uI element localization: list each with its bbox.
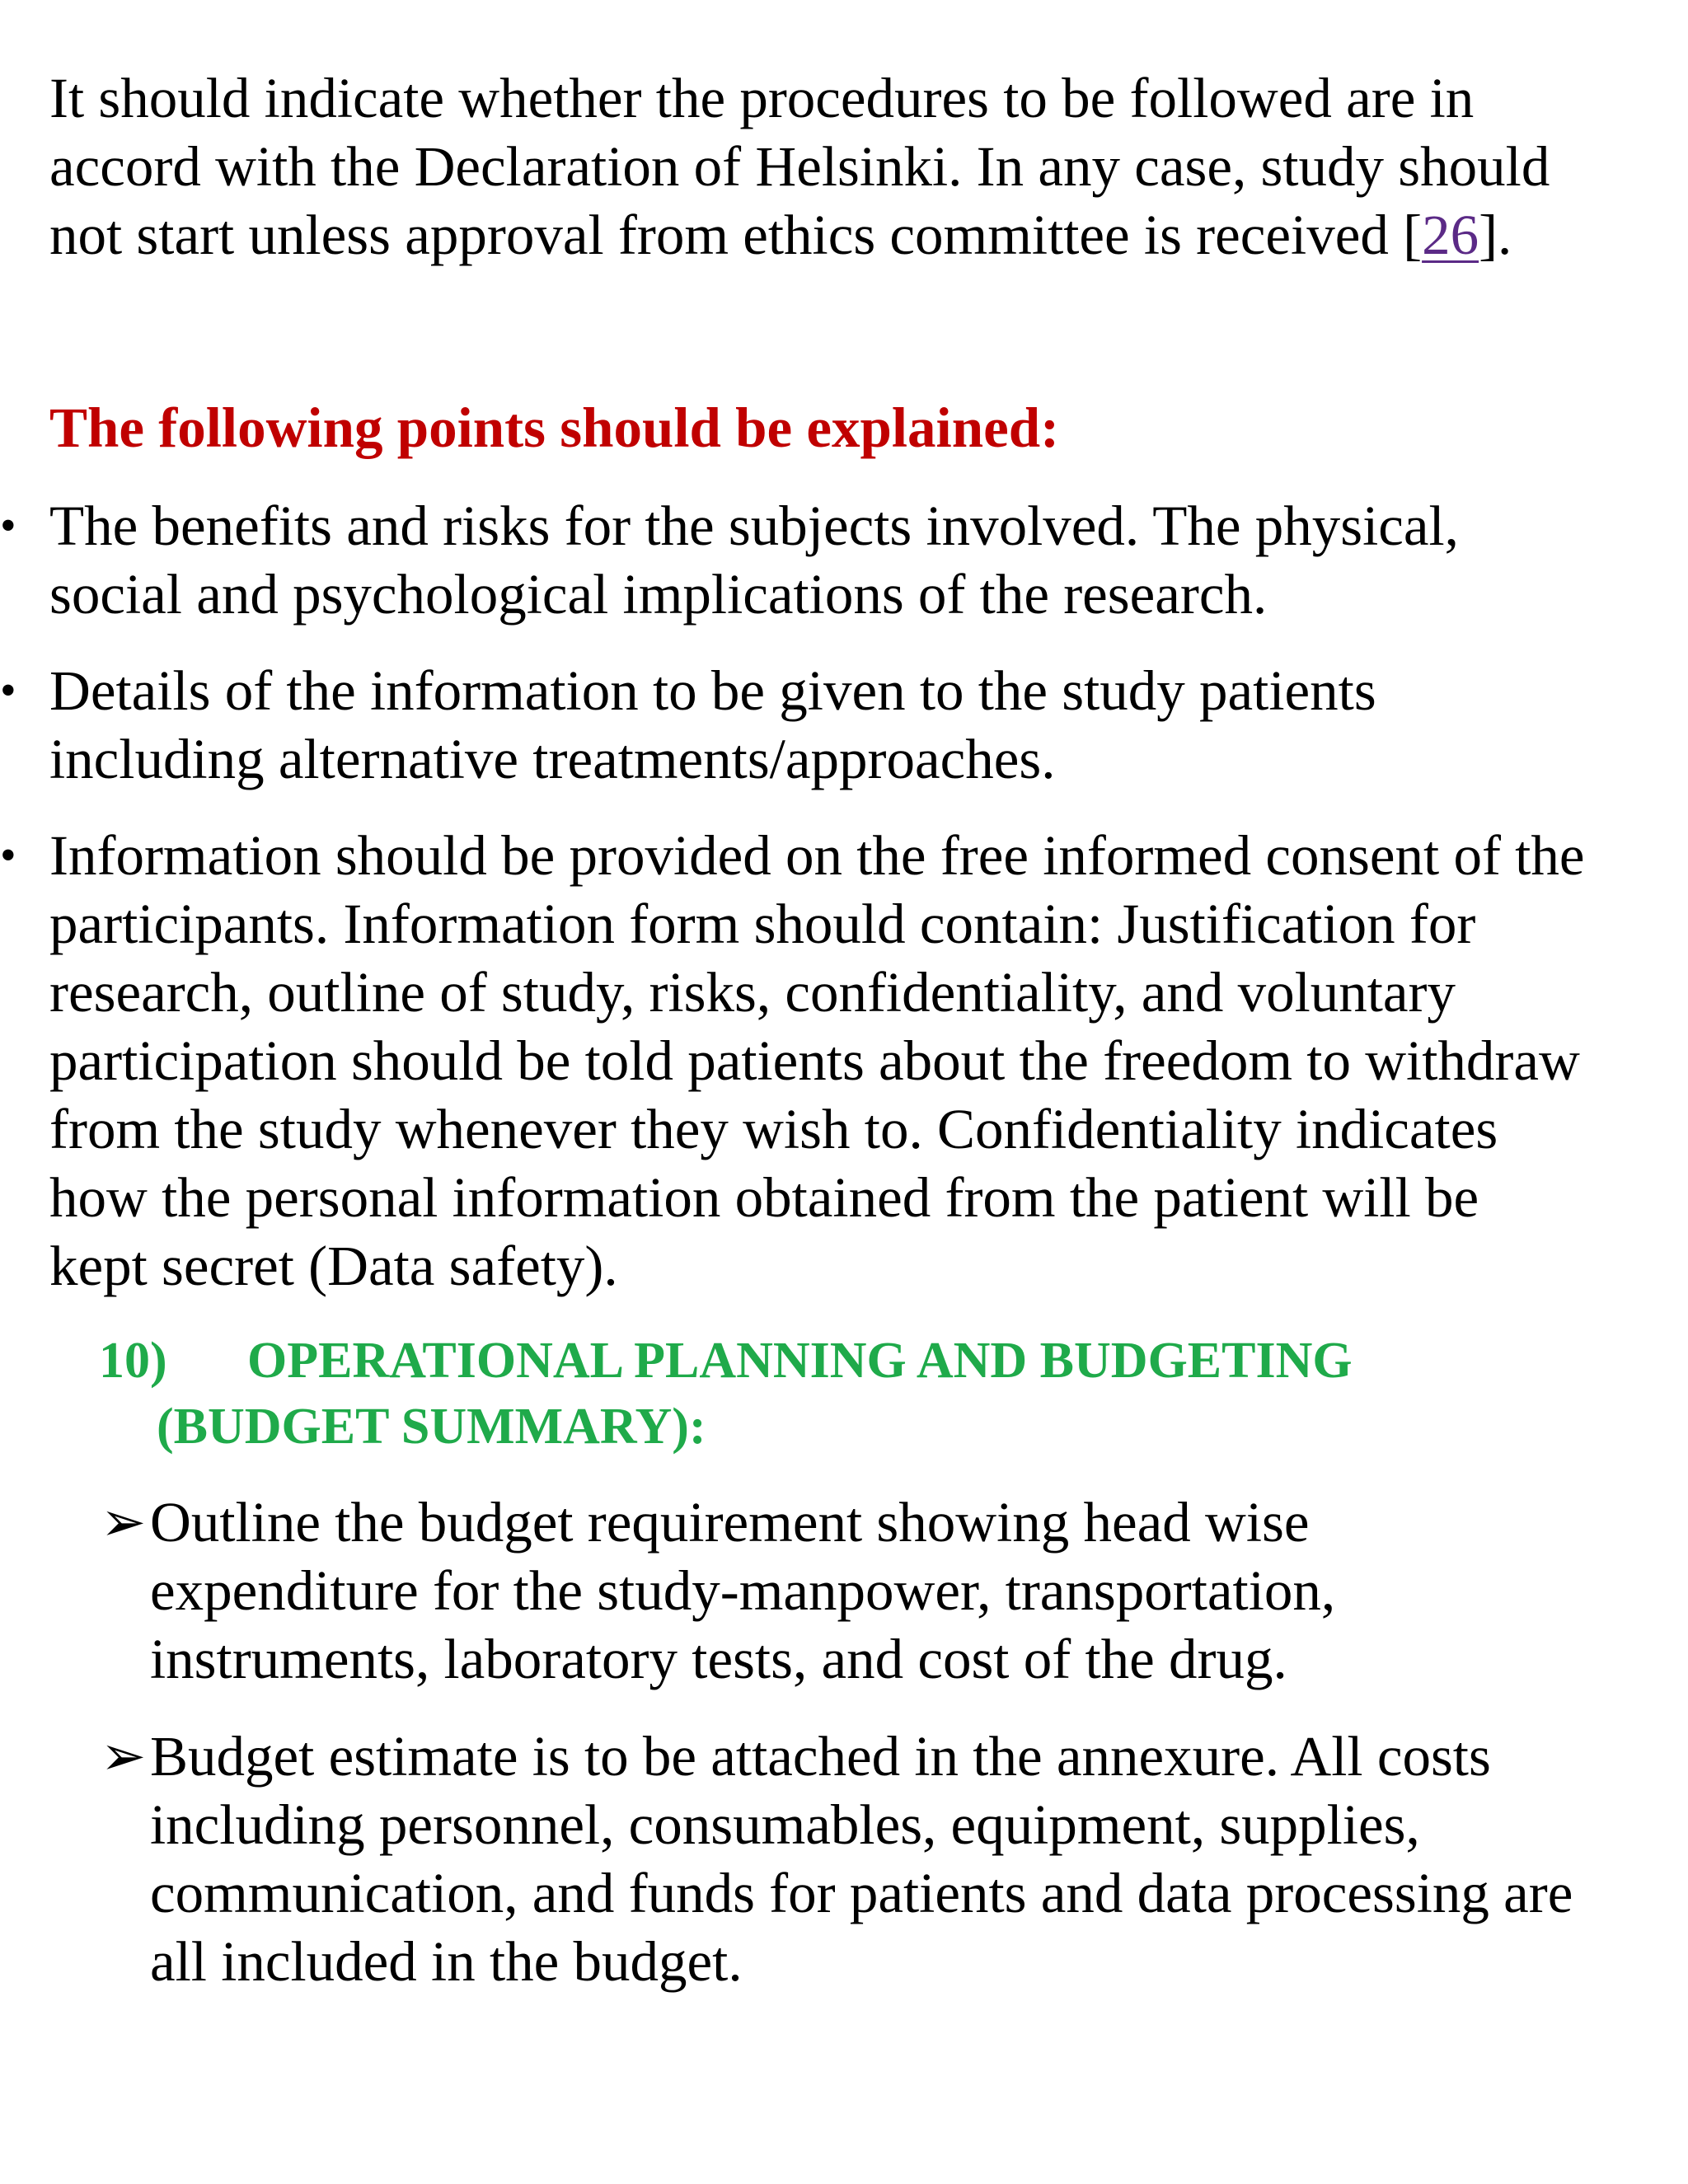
arrow-bullet-icon: ➢ [101, 1493, 147, 1553]
bullet-line: Details of the information to be given to the study patients [49, 659, 1376, 722]
arrow-line: Outline the budget requirement showing head wise [150, 1491, 1310, 1554]
intro-line-text: not start unless approval from ethics committee is received [ [49, 204, 1423, 266]
intro-line-text: ]. [1479, 204, 1512, 266]
bullet-item [49, 492, 1459, 629]
intro-line: accord with the Declaration of Helsinki. In any case, study should [49, 135, 1550, 198]
points-heading: The following points should be explained: [49, 396, 1060, 459]
section-number: 10) [99, 1333, 167, 1389]
bullet-line: The benefits and risks for the subjects involved. The physical, [49, 494, 1459, 557]
bullet-line: social and psychological implications of the research. [49, 563, 1268, 626]
bullet-line: Information should be provided on the free informed consent of the [49, 824, 1585, 887]
intro-paragraph [49, 64, 1550, 269]
bullet-icon: • [0, 665, 16, 716]
bullet-line: how the personal information obtained from the patient will be [49, 1166, 1479, 1229]
intro-line [49, 201, 1550, 269]
reference-link[interactable]: 26 [1422, 204, 1479, 266]
section-title: OPERATIONAL PLANNING AND BUDGETING [247, 1333, 1353, 1389]
bullet-icon: • [0, 500, 16, 551]
arrow-line: expenditure for the study-manpower, transportation, [150, 1559, 1336, 1622]
bullet-line: participants. Information form should contain: Justification for [49, 893, 1476, 955]
bullet-line: kept secret (Data safety). [49, 1235, 618, 1297]
arrow-item [150, 1722, 1573, 1996]
arrow-line: Budget estimate is to be attached in the annexure. All costs [150, 1725, 1491, 1788]
arrow-line: instruments, laboratory tests, and cost of the drug. [150, 1628, 1287, 1690]
arrow-line: including personnel, consumables, equipment, supplies, [150, 1793, 1420, 1856]
bullet-line: research, outline of study, risks, confidentiality, and voluntary [49, 961, 1456, 1024]
bullet-line: participation should be told patients about the freedom to withdraw [49, 1029, 1580, 1092]
bullet-line: including alternative treatments/approaches. [49, 728, 1056, 790]
bullet-item [49, 657, 1376, 794]
arrow-bullet-icon: ➢ [101, 1727, 147, 1787]
arrow-line: communication, and funds for patients and data processing are [150, 1862, 1573, 1924]
arrow-line: all included in the budget. [150, 1930, 743, 1993]
intro-line: It should indicate whether the procedures to be followed are in [49, 67, 1475, 129]
bullet-icon: • [0, 830, 16, 881]
section-title-continued: (BUDGET SUMMARY): [157, 1399, 706, 1455]
arrow-item [150, 1488, 1335, 1694]
bullet-item [49, 822, 1584, 1301]
bullet-line: from the study whenever they wish to. Confidentiality indicates [49, 1098, 1498, 1160]
